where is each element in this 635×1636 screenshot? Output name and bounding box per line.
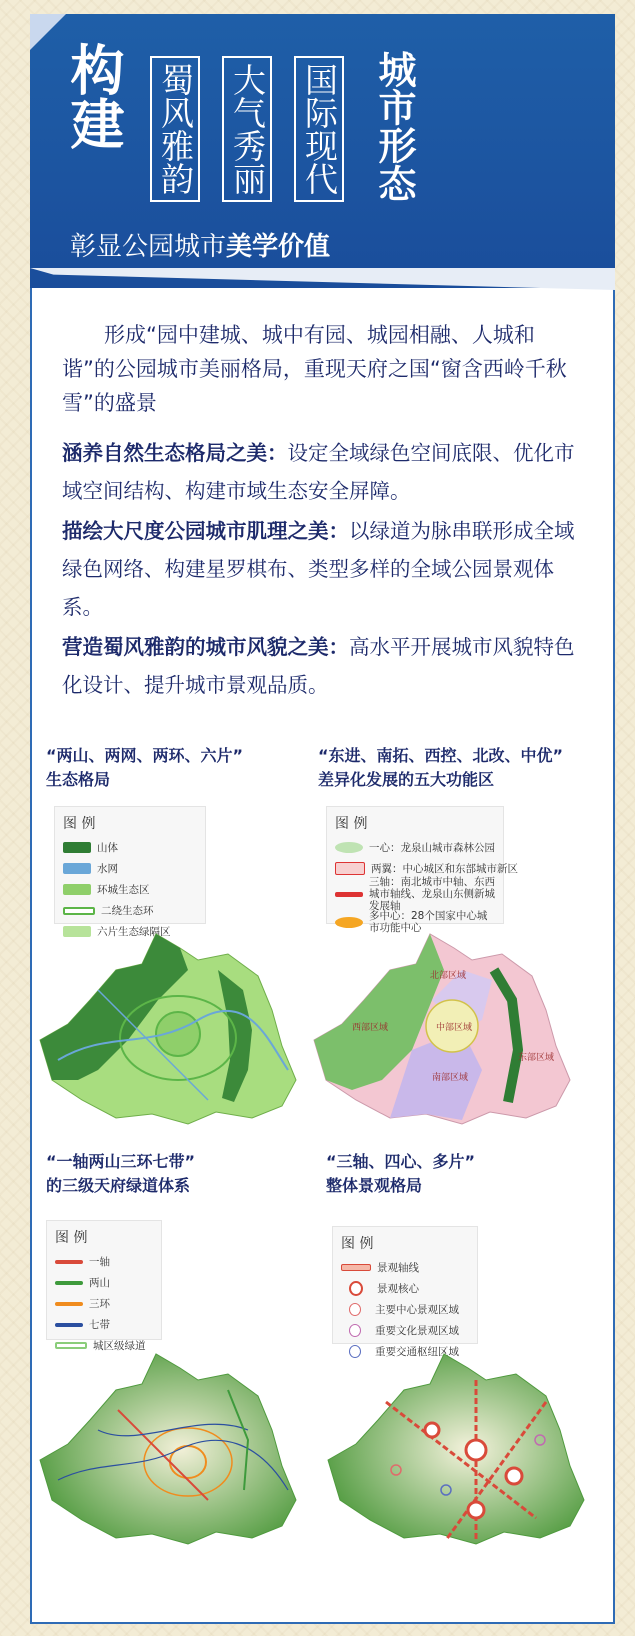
intro-paragraph: 形成“园中建城、城中有园、城园相融、人城和谐”的公园城市美丽格局，重现天府之国“窗含西岭千秋雪”的盛景 xyxy=(62,323,567,415)
landscape-core-swatch-icon xyxy=(349,1281,363,1296)
map4-legend-row: 重要交通枢纽区域 xyxy=(341,1341,469,1362)
map2-legend-row: 多中心：28个国家中心城市功能中心 xyxy=(335,909,495,935)
two-wings-swatch-icon xyxy=(335,862,365,875)
map4-image xyxy=(326,1350,588,1546)
map2-legend-row: 两翼：中心城区和东部城市新区 xyxy=(335,858,495,879)
map1-title: “两山、两网、两环、六片” 生态格局 xyxy=(46,746,244,789)
point-2: 描绘大尺度公园城市肌理之美：以绿道为脉串联形成全域绿色网络、构建星罗棋布、类型多样的全域公园景观体系。 xyxy=(62,519,575,619)
map2-label-south: 南部区域 xyxy=(432,1073,469,1083)
point-3: 营造蜀风雅韵的城市风貌之美：高水平开展城市风貌特色化设计、提升城市景观品质。 xyxy=(62,635,575,697)
map1-image xyxy=(38,930,300,1126)
map3-legend-row: 三环 xyxy=(55,1293,153,1314)
header-tagline: 彰显公园城市美学价值 xyxy=(70,232,331,262)
one-center-swatch-icon xyxy=(335,842,363,853)
map1-legend: 图 例 山体 水网 环城生态区 二绕生态环 六片生态绿隔区 xyxy=(54,806,206,924)
header-box-3: 国际现代 xyxy=(294,56,344,202)
map2-title: “东进、南拓、西控、北改、中优” 差异化发展的五大功能区 xyxy=(318,746,564,789)
map1-legend-row: 六片生态绿隔区 xyxy=(63,921,197,942)
map3-image xyxy=(38,1350,300,1546)
three-axis-swatch-icon xyxy=(335,892,363,897)
multi-center-swatch-icon xyxy=(335,917,363,928)
mountain-swatch-icon xyxy=(63,842,91,853)
landscape-axis-swatch-icon xyxy=(341,1264,371,1271)
map3-legend-row: 一轴 xyxy=(55,1251,153,1272)
map2-label-west: 西部区域 xyxy=(352,1023,389,1033)
cultural-area-swatch-icon xyxy=(349,1324,361,1337)
map2-legend-row: 一心：龙泉山城市森林公园 xyxy=(335,837,495,858)
map4-title: “三轴、四心、多片” 整体景观格局 xyxy=(326,1152,476,1195)
header-box-1: 蜀风雅韵 xyxy=(150,56,200,202)
two-mountains-swatch-icon xyxy=(55,1281,83,1285)
map3-title: “一轴两山三环七带” 的三级天府绿道体系 xyxy=(46,1152,196,1195)
map4-legend-row: 主要中心景观区域 xyxy=(341,1299,469,1320)
second-ring-swatch-icon xyxy=(63,907,95,915)
one-axis-swatch-icon xyxy=(55,1260,83,1264)
map4-legend: 图 例 景观轴线 景观核心 主要中心景观区域 重要文化景观区域 重要交通枢纽区域 xyxy=(332,1226,478,1344)
point-1: 涵养自然生态格局之美：设定全域绿色空间底限、优化市域空间结构、构建市域生态安全屏障。 xyxy=(62,441,575,503)
header-big-text: 构建 xyxy=(62,42,125,150)
city-greenway-swatch-icon xyxy=(55,1342,87,1349)
map4-legend-row: 重要文化景观区域 xyxy=(341,1320,469,1341)
header-box-2: 大气秀丽 xyxy=(222,56,272,202)
map2-legend-row: 三轴：南北城市中轴、东西城市轴线、龙泉山东侧新城发展轴 xyxy=(335,879,495,909)
map2-label-center: 中部区域 xyxy=(436,1023,473,1033)
map4-legend-row: 景观核心 xyxy=(341,1278,469,1299)
map1-legend-row: 环城生态区 xyxy=(63,879,197,900)
points-list xyxy=(62,434,582,706)
three-rings-swatch-icon xyxy=(55,1302,83,1306)
map2-label-north: 北部区域 xyxy=(430,971,467,981)
water-swatch-icon xyxy=(63,863,91,874)
seven-belts-swatch-icon xyxy=(55,1323,83,1327)
ring-eco-swatch-icon xyxy=(63,884,91,895)
main-center-swatch-icon xyxy=(349,1303,361,1316)
map3-legend: 图 例 一轴 两山 三环 七带 城区级绿道 xyxy=(46,1220,162,1340)
map3-legend-row: 城区级绿道 xyxy=(55,1335,153,1356)
map2-legend: 图 例 一心：龙泉山城市森林公园 两翼：中心城区和东部城市新区 三轴：南北城市中轴、东西城市轴线、龙泉山东侧新城发展轴 多中心：28个国家中心城市功能中心 xyxy=(326,806,504,924)
map2-label-east: 东部区域 xyxy=(518,1053,555,1063)
header-city-form: 城市形态 xyxy=(372,50,416,202)
map4-legend-row: 景观轴线 xyxy=(341,1257,469,1278)
map1-legend-row: 水网 xyxy=(63,858,197,879)
map1-legend-row: 二绕生态环 xyxy=(63,900,197,921)
map1-legend-row: 山体 xyxy=(63,837,197,858)
map2-image xyxy=(312,930,574,1126)
map3-legend-row: 七带 xyxy=(55,1314,153,1335)
map3-legend-row: 两山 xyxy=(55,1272,153,1293)
